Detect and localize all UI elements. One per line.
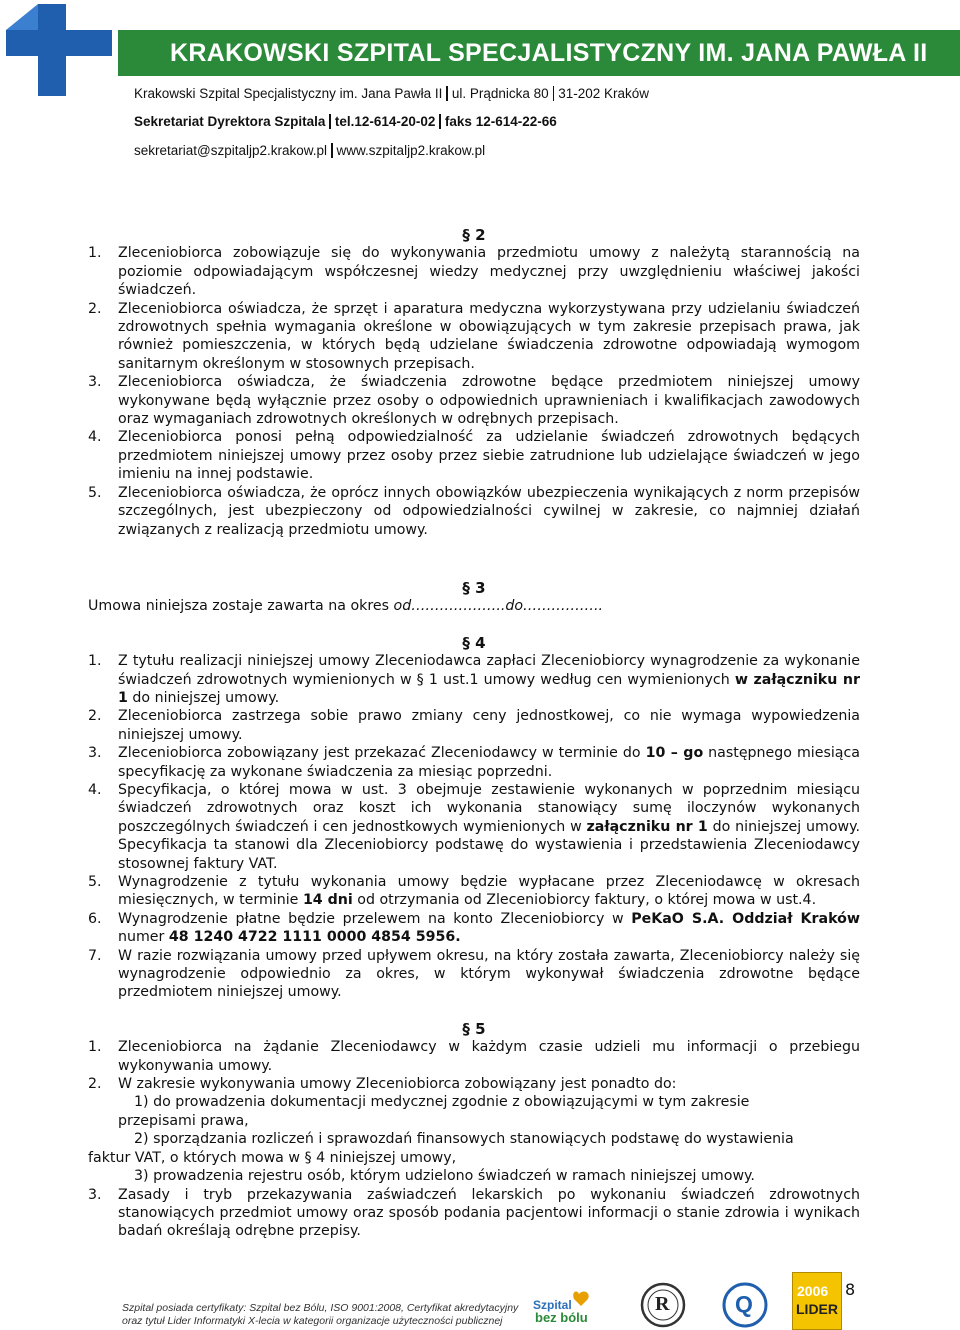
item-number: 3. [88,745,102,762]
list-item [88,707,860,744]
header-banner [118,30,960,76]
fax: faks 12-614-22-66 [444,114,557,129]
logo-text: bez bólu [535,1310,588,1325]
item-number: 1. [88,653,102,670]
sub-item: 1) do prowadzenia dokumentacji medycznej zgodnie z obowiązującymi w tym zakresie [134,1094,750,1111]
street: ul. Prądnicka 80 [451,86,549,101]
text-run: numer [118,929,169,946]
footer-line: oraz tytuł Lider Informatyki X-lecia w kategorii organizacje użyteczności publicznej [122,1315,503,1327]
item-number: 3. [88,374,102,391]
list-item [88,652,860,707]
contract-body [88,226,860,1241]
page-number: 8 [845,1280,856,1299]
address-line [134,86,649,101]
text-run: do niniejszej umowy. Specyfikacja ta stanowi dla Zleceniobiorcy podstawę do wystawienia i przedstawienia Zleceniodawcy stosownej faktury VAT. [118,818,860,872]
list-item [88,373,860,428]
list-item [88,1186,860,1241]
section-title: § 3 [462,578,486,597]
logo-text: LIDER [796,1301,838,1317]
contact-line [134,114,557,129]
bank-name: PeKaO S.A. Oddział Kraków [631,910,860,927]
item-number: 3. [88,1186,102,1203]
section-title: § 5 [462,1019,486,1038]
bold-run: załączniku nr 1 [586,818,708,835]
text-run: Wynagrodzenie płatne będzie przelewem na konto Zleceniobiorcy w [118,910,632,927]
sub-item-cont: przepisami prawa, [118,1112,249,1129]
separator [439,114,441,129]
list-item [88,910,860,947]
bold-run: 14 dni [302,892,353,909]
text-run: od otrzymania od Zleceniobiorcy faktury, o której mowa w ust.4. [352,892,817,909]
item-text: W zakresie wykonywania umowy Zleceniobiorca zobowiązany jest ponadto do: [118,1076,677,1093]
logo-text: Q [735,1291,753,1317]
logo-text: Szpital [533,1298,572,1312]
email-link[interactable]: sekretariat@szpitaljp2.krakow.pl [134,143,328,158]
section-title: § 4 [462,633,486,652]
item-text: Zleceniobiorca ponosi pełną odpowiedzialność za udzielanie świadczeń zdrowotnych będących przedmiotem niniejszej umowy przez osoby przez siebie zatrudnione lub udzielające świadczeń w jego imieniu na innej podstawie. [118,429,860,483]
item-text: Zleceniobiorca na żądanie Zleceniodawcy w każdym czasie udzieli mu informacji o przebiegu wykonywania umowy. [118,1039,860,1074]
item-text [118,652,860,707]
item-number: 2. [88,300,102,317]
item-number: 2. [88,708,102,725]
item-number: 2. [88,1076,102,1093]
text-run: do niniejszej umowy. [127,689,280,706]
certificates-note [122,1302,518,1328]
footer-line: Szpital posiada certyfikaty: Szpital bez Bólu, ISO 9001:2008, Certyfikat akredytacyjny [122,1302,519,1314]
text-run: Z tytułu realizacji niniejszej umowy Zleceniodawca zapłaci Zleceniobiorcy wynagrodzenie za wykonanie świadczeń zdrowotnych wymienionych w § 1 ust.1 umowy według cen wymienionych [118,653,860,688]
lider-award-logo [792,1272,842,1330]
item-text: W razie rozwiązania umowy przed upływem okresu, na który została zawarta, Zleceniobiorcy należy się wynagrodzenie odpowiednio za okres, w którym wykonywał świadczenia zdrowotne będące przedmiotem niniejszej umowy. [118,947,860,1001]
list-item [88,1038,860,1075]
szpital-bez-bolu-logo [525,1290,605,1326]
bold-run: w załączniku nr 1 [118,671,860,706]
item-text [118,873,860,910]
clause-text: Umowa niniejsza zostaje zawarta na okres [88,598,394,615]
list-item [88,300,860,374]
list-item [88,744,860,781]
date-placeholder: od………………..do…………….. [393,598,603,615]
iso-certificate-logo [640,1282,686,1328]
list-item [88,428,860,483]
list-item [88,1075,860,1093]
item-number: 4. [88,429,102,446]
letterhead [0,0,960,165]
item-number: 6. [88,910,102,927]
item-number: 5. [88,874,102,890]
item-text: Zasady i tryb przekazywania zaświadczeń lekarskich po wykonaniu świadczeń zdrowotnych stanowiących przedmiot umowy oraz sposób podania pacjentowi informacji o stanie zdrowia i wynikach badań określają odrębne przepisy. [118,1186,860,1240]
separator [553,86,555,101]
city: 31-202 Kraków [558,86,649,101]
website-link[interactable]: www.szpitaljp2.krakow.pl [336,143,486,158]
item-text [118,744,860,781]
sub-item-cont: faktur VAT, o których mowa w § 4 niniejszej umowy, [88,1149,457,1166]
text-run: Zleceniobiorca zobowiązany jest przekazać Zleceniodawcy w terminie do [118,745,646,762]
item-text: Zleceniobiorca oświadcza, że oprócz innych obowiązków ubezpieczenia wynikających z norm przepisów szczególnych, jest ubezpieczony od odpowiedzialności cywilnej w zakresie, co najmniej działań związanych z realizacją przedmiotu umowy. [118,484,860,538]
secretariat: Sekretariat Dyrektora Szpitala [134,114,326,129]
web-line [134,143,485,158]
quality-logo [722,1282,768,1328]
bold-run: 10 – go [645,745,704,762]
item-number: 4. [88,781,102,798]
phone: tel.12-614-20-02 [334,114,436,129]
hospital-name: Krakowski Szpital Specjalistyczny im. Jana Pawła II [134,86,443,101]
sub-item: 2) sporządzania rozliczeń i sprawozdań finansowych stanowiących podstawę do wystawienia [134,1131,794,1148]
item-number: 1. [88,245,102,262]
item-number: 1. [88,1039,102,1056]
text-run: Specyfikacja, o której mowa w ust. 3 obejmuje zestawienie wykonanych w poprzednim miesiącu świadczeń zdrowotnych oraz koszt ich wykonania stanowiący sumę iloczynów wykonanych poszczególnych świadczeń i cen jednostkowych wymienionych w [118,781,860,835]
text-run: następnego miesiąca specyfikację za wykonane świadczenia za miesiąc poprzedni. [118,745,860,780]
separator [329,114,331,129]
item-text: Zleceniobiorca zastrzega sobie prawo zmiany ceny jednostkowej, co nie wymaga wypowiedzenia niniejszej umowy. [118,708,860,743]
item-text [118,910,860,947]
section-title: § 2 [462,226,486,244]
list-item [88,781,860,873]
logo-text: R [655,1293,670,1315]
list-item [88,484,860,539]
item-text: Zleceniobiorca zobowiązuje się do wykonywania przedmiotu umowy z należytą starannością na poziomie odpowiadającym współczesnej wiedzy medycznej przy uwzględnieniu właściwej jakości świadczeń. [118,245,860,299]
item-number: 7. [88,947,102,964]
account-number: 48 1240 4722 1111 0000 4854 5956. [168,929,461,946]
logo-text: 2006 [797,1283,829,1299]
item-number: 5. [88,484,102,501]
sub-item: 3) prowadzenia rejestru osób, którym udzielono świadczeń w ramach niniejszej umowy. [134,1168,755,1185]
list-item [88,244,860,299]
separator [331,143,333,158]
item-text: Zleceniobiorca oświadcza, że sprzęt i aparatura medyczna wykorzystywana przy udzielaniu świadczeń zdrowotnych spełnia wymagania określone w obowiązujących w tym zakresie przepisach prawa, jak również pomieszczenia, w których będą udzielane świadczenia zdrowotne odpowiadają wymogom sanitarnym określonym w stosownych przepisach. [118,300,860,372]
hospital-title: KRAKOWSKI SZPITAL SPECJALISTYCZNY IM. JANA PAWŁA II [170,39,928,67]
term-clause [88,597,860,615]
item-text [118,781,860,873]
list-item [88,947,860,1002]
separator [446,86,448,101]
item-text: Zleceniobiorca oświadcza, że świadczenia zdrowotne będące przedmiotem niniejszej umowy wykonywane będą wyłącznie przez osoby o odpowiednich uprawnieniach i kwalifikacjach zawodowych oraz wymaganiach zdrowotnych określonych w odrębnych przepisach. [118,374,860,428]
text-run: Wynagrodzenie z tytułu wykonania umowy będzie wypłacane przez Zleceniodawcę w okresach miesięcznych, w terminie [118,874,860,909]
medical-cross-icon [0,0,118,100]
list-item [88,873,860,910]
